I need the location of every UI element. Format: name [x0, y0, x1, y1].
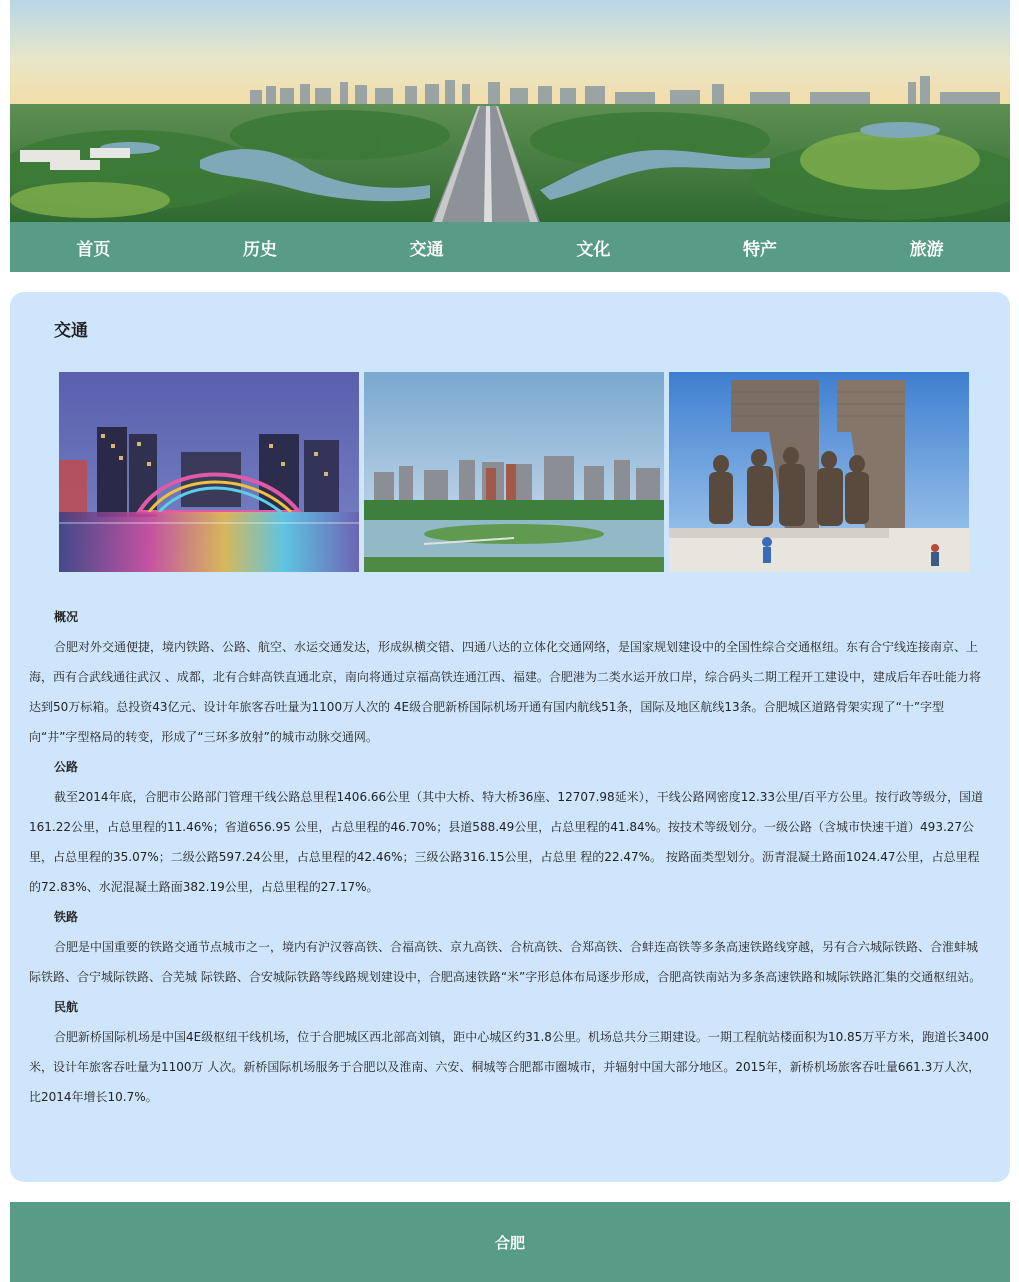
page-title: 交通: [54, 321, 88, 341]
banner-image: [10, 0, 1010, 222]
section-text-overview: 合肥对外交通便捷，境内铁路、公路、航空、水运交通发达，形成纵横交错、四通八达的立体化交通网络，是国家规划建设中的全国性综合交通枢纽。东有合宁线连接南京、上海，西有合武线通往武汉 、成都，北有合蚌高铁直通北京，南向将通过京福高铁连通江西、福建。合肥港为二类水运开放口岸，综合码头二期工程开工建设中，建成后年吞吐能力将达到50万标箱。总投资43亿元、设计年旅客吞吐量为1100万人次的 4E级合肥新桥国际机场开通有国内航线51条，国际及地区航线13条。合肥城区道路骨架实现了“十”字型向“井”字型格局的转变，形成了“三环多放射”的城市动脉交通网。: [29, 640, 981, 744]
nav-item-home[interactable]: 首页: [76, 239, 111, 260]
nav-item-transport[interactable]: 交通: [409, 239, 444, 260]
nav-item-tourism[interactable]: 旅游: [909, 239, 944, 260]
main-nav: [10, 222, 1010, 272]
section-text-railway: 合肥是中国重要的铁路交通节点城市之一，境内有沪汉蓉高铁、合福高铁、京九高铁、合杭高铁、合郑高铁、合蚌连高铁等多条高速铁路线穿越，另有合六城际铁路、合淮蚌城际铁路、合宁城际铁路、合芜城 际铁路、合安城际铁路等线路规划建设中，合肥高速铁路“米”字形总体布局逐步形成，合肥高铁南站为多条高速铁路和城际铁路汇集的交通枢纽站。: [29, 940, 982, 984]
section-heading-railway: 铁路: [54, 910, 79, 924]
article-body: [29, 602, 989, 1112]
bronze-statue-monument-photo: [669, 372, 969, 572]
footer: [10, 1202, 1010, 1282]
section-heading-highway: 公路: [54, 760, 79, 774]
nav-item-specialty[interactable]: 特产: [743, 239, 778, 260]
night-skyline-photo: [59, 372, 359, 572]
content-card: [10, 292, 1010, 1182]
nav-item-history[interactable]: 历史: [243, 239, 277, 260]
section-text-highway: 截至2014年底，合肥市公路部门管理干线公路总里程1406.66公里（其中大桥、特大桥36座、12707.98延米），干线公路网密度12.33公里/百平方公里。按行政等级分，国道161.22公里，占总里程的11.46%；省道656.95 公里，占总里程的46.70%；县道588.49公里，占总里程的41.84%。按技术等级划分。一级公路（含城市快速干道）493.27公里，占总里程的35.07%；二级公路597.24公里，占总里程的42.46%；三级公路316.15公里，占总里 程的22.47%。 按路面类型划分。沥青混凝土路面1024.47公里，占总里程的72.83%、水泥混凝土路面382.19公里，占总里程的27.17%。: [29, 790, 984, 894]
section-heading-aviation: 民航: [54, 1000, 79, 1014]
city-lake-photo: [364, 372, 664, 572]
section-heading-overview: 概况: [54, 610, 79, 624]
section-text-aviation: 合肥新桥国际机场是中国4E级枢纽干线机场，位于合肥城区西北部高刘镇，距中心城区约31.8公里。机场总共分三期建设。一期工程航站楼面积为10.85万平方米，跑道长3400米，设计年旅客吞吐量为1100万 人次。新桥国际机场服务于合肥以及淮南、六安、桐城等合肥都市圈城市，并辐射中国大部分地区。2015年，新桥机场旅客吞吐量661.3万人次，比2014年增长10.7%。: [29, 1030, 989, 1104]
footer-text: 合肥: [494, 1233, 525, 1252]
nav-item-culture[interactable]: 文化: [576, 239, 611, 260]
